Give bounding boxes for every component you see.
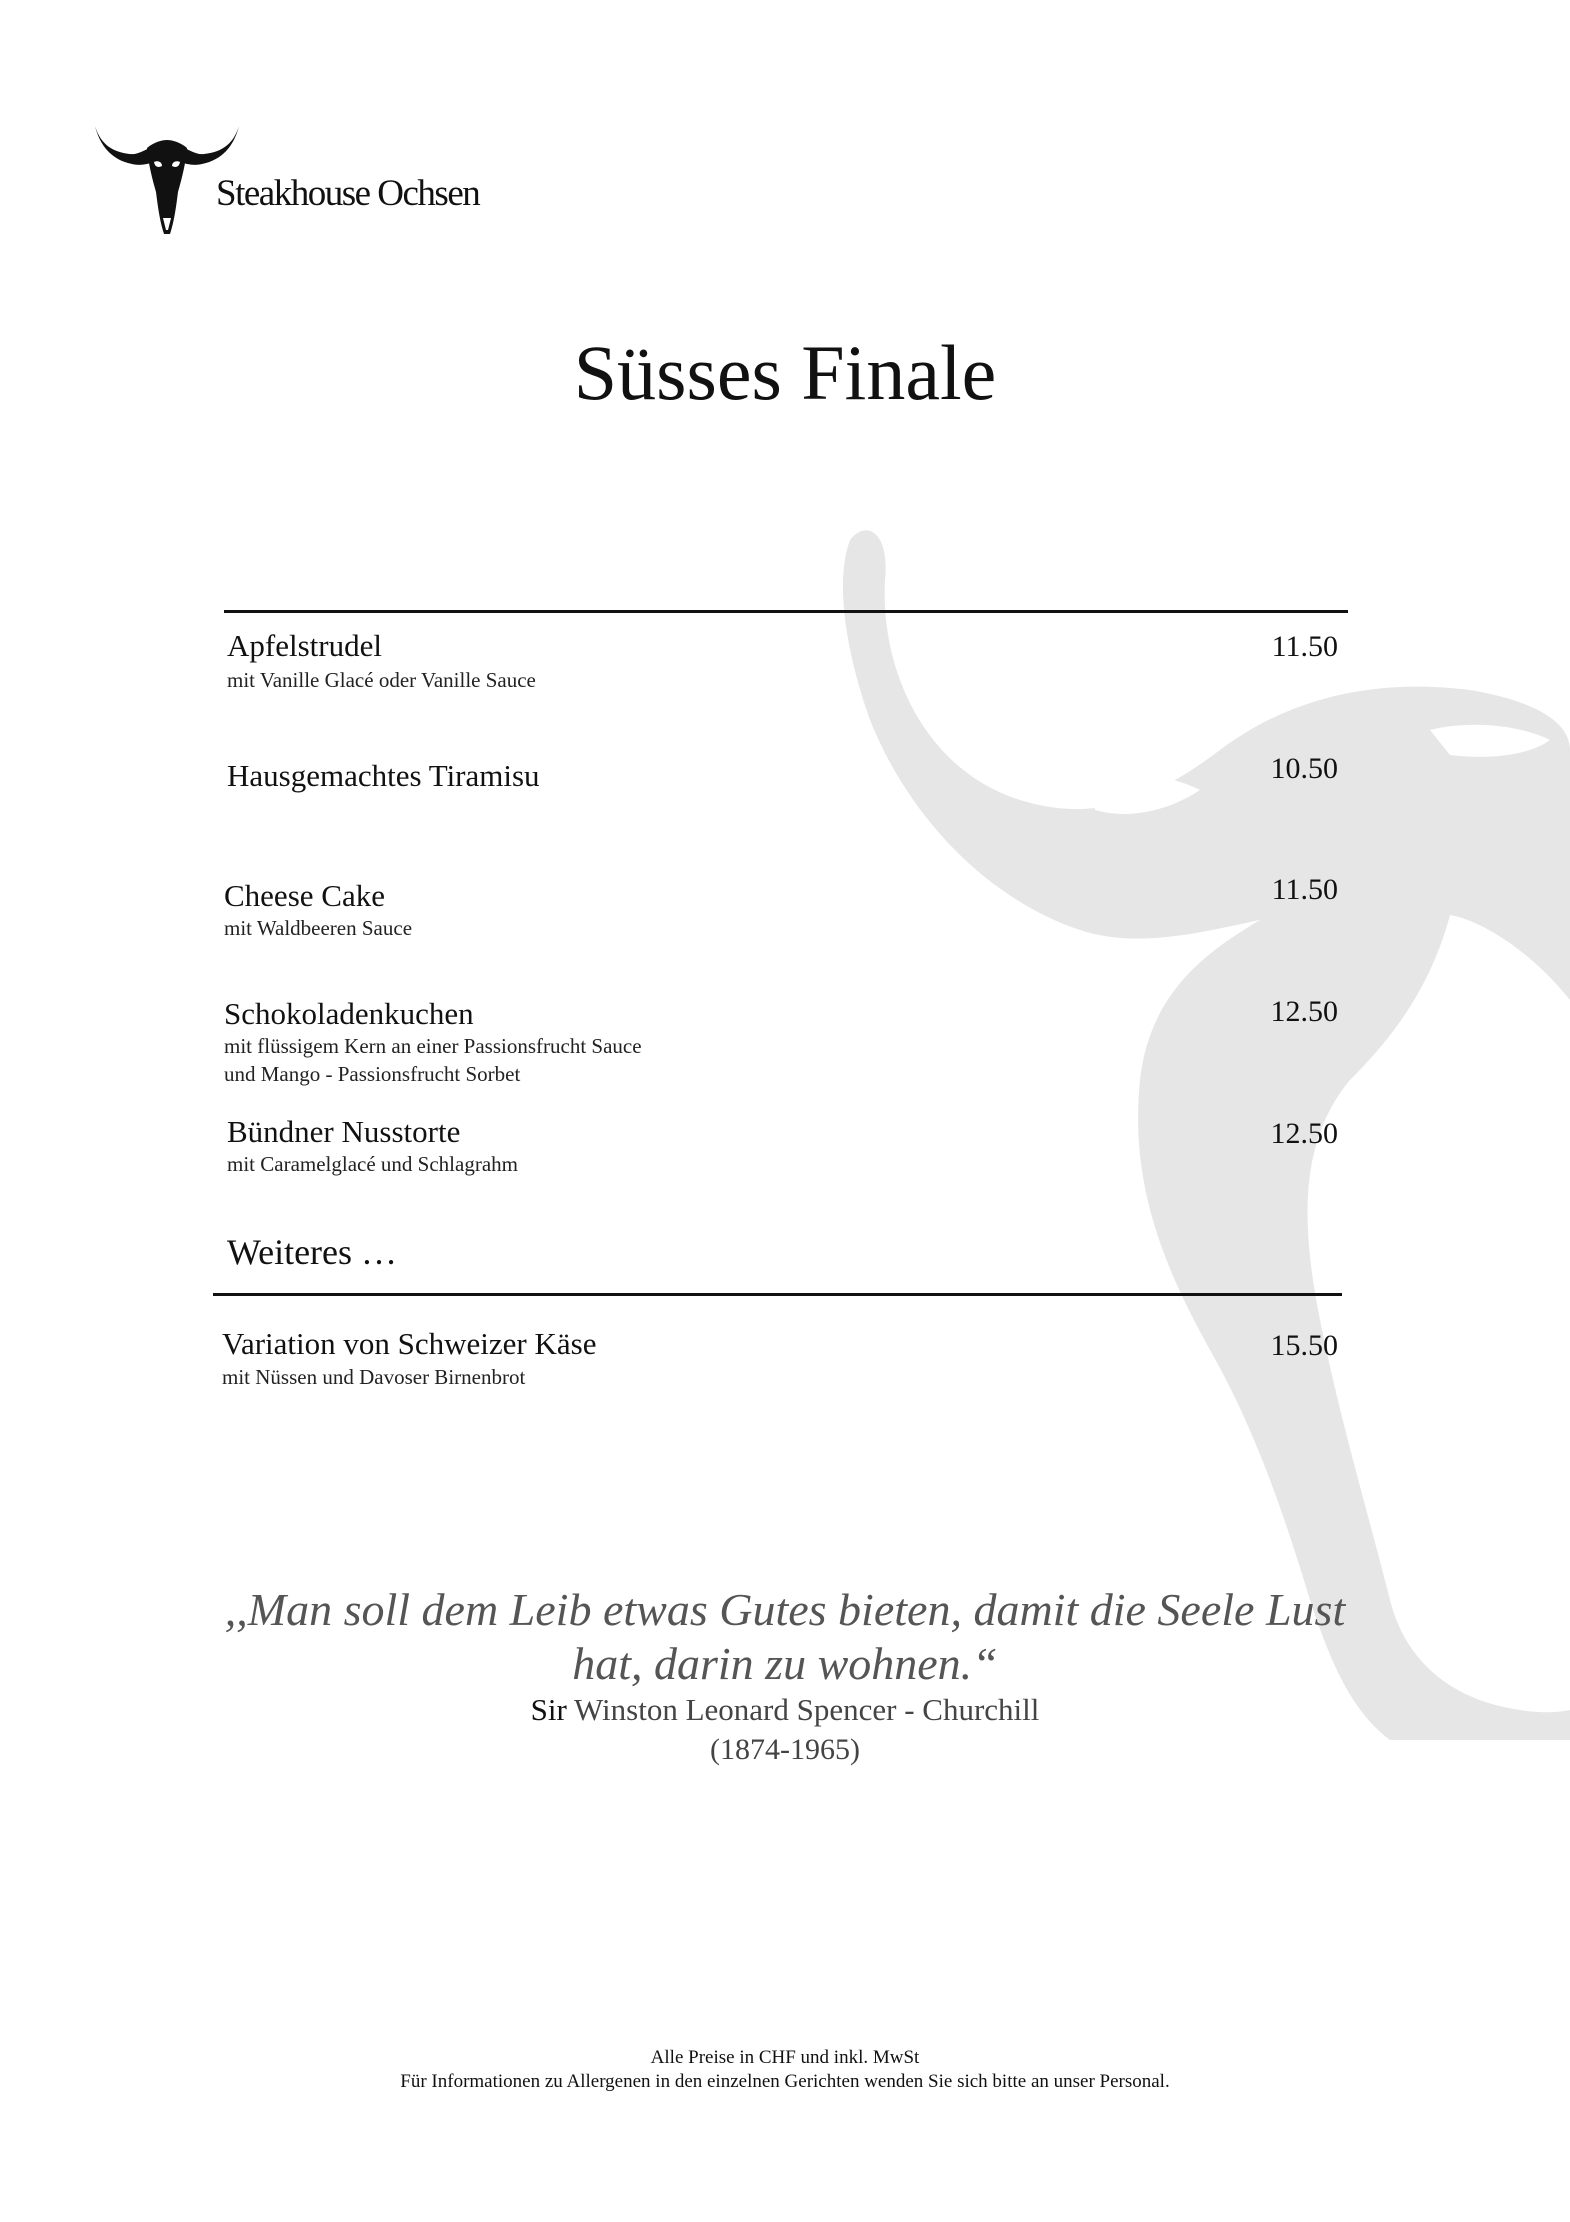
menu-item-name: Bündner Nusstorte	[227, 1114, 461, 1149]
quote-line: hat, darin zu wohnen.“	[572, 1638, 998, 1689]
menu-item-name: Schokoladenkuchen	[224, 996, 474, 1031]
quote-line: ,,Man soll dem Leib etwas Gutes bieten, damit die Seele Lust	[224, 1584, 1346, 1635]
price-note: Alle Preise in CHF und inkl. MwSt	[650, 2047, 920, 2068]
menu-item-price: 15.50	[1270, 1329, 1338, 1362]
menu-item-price: 11.50	[1271, 873, 1338, 906]
author-name: Winston Leonard Spencer - Churchill	[574, 1692, 1040, 1727]
menu-item-desc: mit flüssigem Kern an einer Passionsfrucht Sauce	[224, 1034, 642, 1058]
menu-item-price: 10.50	[1270, 752, 1338, 785]
section-divider	[213, 1293, 1342, 1296]
page-title: Süsses Finale	[573, 329, 997, 416]
allergen-note: Für Informationen zu Allergenen in den einzelnen Gerichten wenden Sie sich bitte an unser Personal.	[400, 2071, 1170, 2092]
menu-item-price: 12.50	[1270, 995, 1338, 1028]
menu-item-desc: mit Vanille Glacé oder Vanille Sauce	[227, 668, 536, 692]
menu-item-name: Apfelstrudel	[227, 628, 382, 663]
quote-author	[0, 1692, 1570, 1728]
brand-name: Steakhouse Ochsen	[216, 173, 480, 214]
author-years: (1874-1965)	[710, 1733, 860, 1766]
section-title: Weiteres …	[227, 1232, 398, 1272]
author-title: Sir	[530, 1692, 567, 1727]
menu-item-name: Variation von Schweizer Käse	[222, 1326, 597, 1361]
section-divider	[224, 610, 1348, 613]
menu-item-name: Cheese Cake	[224, 878, 385, 913]
menu-item-desc: mit Caramelglacé und Schlagrahm	[227, 1152, 518, 1176]
menu-item-price: 11.50	[1271, 630, 1338, 663]
menu-item-desc: mit Waldbeeren Sauce	[224, 916, 413, 940]
menu-item-desc: mit Nüssen und Davoser Birnenbrot	[222, 1365, 526, 1389]
menu-item-desc: und Mango - Passionsfrucht Sorbet	[224, 1062, 521, 1086]
menu-item-price: 12.50	[1270, 1117, 1338, 1150]
menu-item-name: Hausgemachtes Tiramisu	[227, 758, 540, 793]
